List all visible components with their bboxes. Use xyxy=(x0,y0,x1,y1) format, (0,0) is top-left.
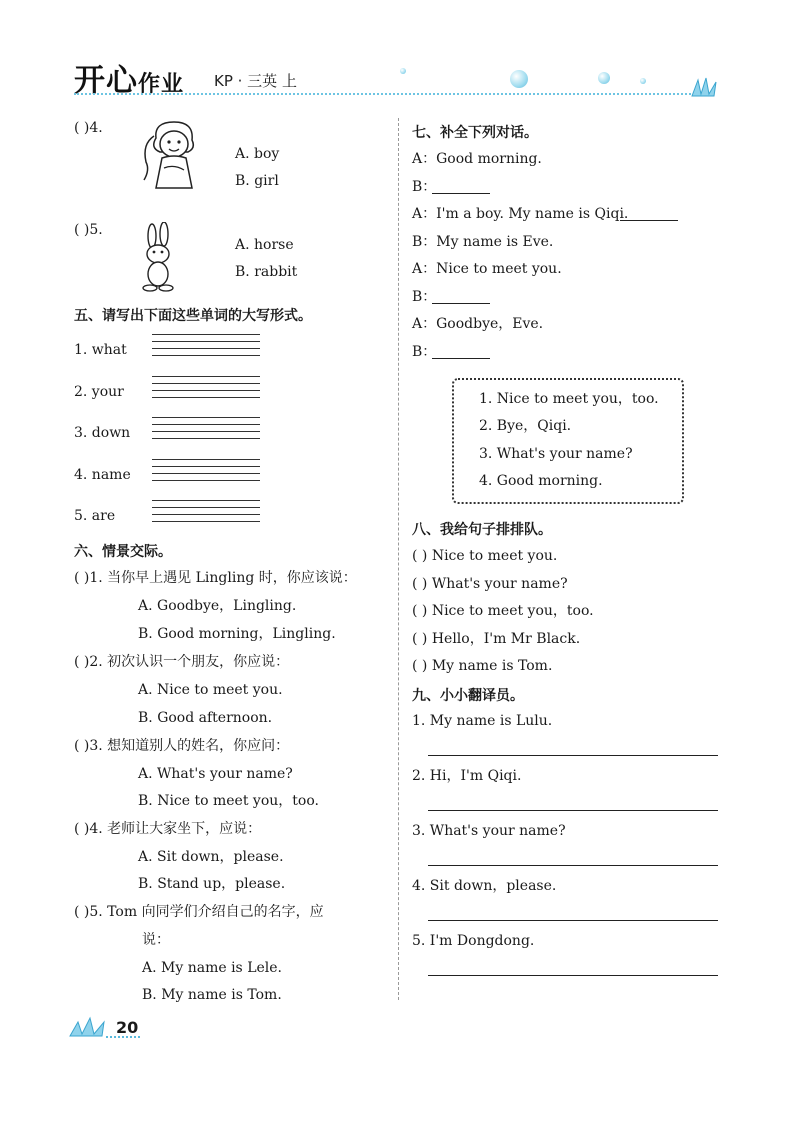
translate-item: 3. What's your name? xyxy=(412,823,566,839)
writing-line xyxy=(152,383,260,384)
answer-paren: ( )5. xyxy=(74,222,103,238)
answer-blank[interactable] xyxy=(432,193,490,194)
writing-line xyxy=(152,376,260,377)
bubble-decoration xyxy=(510,70,528,88)
option-b: B. My name is Tom. xyxy=(142,987,282,1003)
option-b: B. Good morning，Lingling. xyxy=(138,626,336,642)
section-heading: 五、请写出下面这些单词的大写形式。 xyxy=(74,308,312,324)
bubble-decoration xyxy=(400,68,406,74)
word-item: 5. are xyxy=(74,508,116,524)
option-item: 1. Nice to meet you，too. xyxy=(479,391,659,407)
answer-blank[interactable] xyxy=(432,303,490,304)
section-heading: 七、补全下列对话。 xyxy=(412,125,538,141)
grass-icon xyxy=(690,76,724,98)
question-text: ( )4. 老师让大家坐下，应说： xyxy=(74,821,262,837)
writing-line xyxy=(152,390,260,391)
option-b: B. Good afternoon. xyxy=(138,710,273,726)
dialogue-line: A：Goodbye，Eve. xyxy=(412,316,544,332)
writing-line xyxy=(152,480,260,481)
writing-line xyxy=(152,431,260,432)
dialogue-line: B： xyxy=(412,289,437,305)
dialogue-line: A：Nice to meet you. xyxy=(412,261,562,277)
option-item: 3. What's your name? xyxy=(479,446,633,462)
grass-icon xyxy=(68,1016,114,1038)
writing-line xyxy=(152,500,260,501)
answer-blank[interactable] xyxy=(620,220,678,221)
answer-line[interactable] xyxy=(428,810,718,811)
writing-line xyxy=(152,473,260,474)
order-item: ( ) Nice to meet you，too. xyxy=(412,603,594,619)
writing-line xyxy=(152,334,260,335)
writing-line xyxy=(152,417,260,418)
answer-line[interactable] xyxy=(428,975,718,976)
answer-paren: ( )4. xyxy=(74,120,103,136)
word-item: 1. what xyxy=(74,342,127,358)
option-a: A. Sit down，please. xyxy=(138,849,284,865)
option-a: A. Nice to meet you. xyxy=(138,682,283,698)
bubble-decoration xyxy=(640,78,646,84)
word-item: 3. down xyxy=(74,425,131,441)
translate-item: 2. Hi，I'm Qiqi. xyxy=(412,768,522,784)
option-item: 4. Good morning. xyxy=(479,473,603,489)
writing-line xyxy=(152,348,260,349)
page-number: 20 xyxy=(116,1018,139,1037)
option-b: B. rabbit xyxy=(235,264,298,280)
option-b: B. Nice to meet you，too. xyxy=(138,793,319,809)
writing-line xyxy=(152,424,260,425)
word-item: 2. your xyxy=(74,384,124,400)
question-text: ( )2. 初次认识一个朋友，你应说： xyxy=(74,654,290,670)
question-text: 说： xyxy=(142,932,170,948)
section-heading: 九、小小翻译员。 xyxy=(412,688,524,704)
dialogue-line: A：Good morning. xyxy=(412,151,542,167)
question-text: ( )1. 当你早上遇见 Lingling 时，你应该说： xyxy=(74,570,357,586)
translate-item: 1. My name is Lulu. xyxy=(412,713,553,729)
order-item: ( ) Nice to meet you. xyxy=(412,548,558,564)
option-a: A. What's your name? xyxy=(138,766,293,782)
order-item: ( ) Hello，I'm Mr Black. xyxy=(412,631,581,647)
girl-illustration xyxy=(136,118,212,190)
translate-item: 4. Sit down，please. xyxy=(412,878,557,894)
option-b: B. Stand up，please. xyxy=(138,876,286,892)
answer-blank[interactable] xyxy=(432,358,490,359)
writing-line xyxy=(152,355,260,356)
option-a: A. My name is Lele. xyxy=(142,960,282,976)
bubble-decoration xyxy=(598,72,610,84)
word-item: 4. name xyxy=(74,467,131,483)
order-item: ( ) What's your name? xyxy=(412,576,568,592)
writing-line xyxy=(152,521,260,522)
option-a: A. horse xyxy=(235,237,294,253)
writing-line xyxy=(152,507,260,508)
answer-line[interactable] xyxy=(428,755,718,756)
rabbit-illustration xyxy=(136,222,184,294)
writing-line xyxy=(152,466,260,467)
option-item: 2. Bye，Qiqi. xyxy=(479,418,572,434)
writing-line xyxy=(152,341,260,342)
writing-line xyxy=(152,438,260,439)
dialogue-line: B： xyxy=(412,344,437,360)
column-divider xyxy=(398,118,399,1000)
section-heading: 八、我给句子排排队。 xyxy=(412,522,552,538)
answer-line[interactable] xyxy=(428,865,718,866)
answer-line[interactable] xyxy=(428,920,718,921)
header-divider xyxy=(74,93,714,95)
translate-item: 5. I'm Dongdong. xyxy=(412,933,535,949)
option-b: B. girl xyxy=(235,173,279,189)
question-text: ( )3. 想知道别人的姓名，你应问： xyxy=(74,738,290,754)
writing-line xyxy=(152,514,260,515)
option-a: A. Goodbye，Lingling. xyxy=(138,598,297,614)
section-heading: 六、情景交际。 xyxy=(74,544,172,560)
writing-line xyxy=(152,397,260,398)
dialogue-line: B： xyxy=(412,179,437,195)
footer-dots xyxy=(106,1036,140,1038)
page-title: 开心作业 xyxy=(74,63,185,99)
grade-subtitle: KP · 三英 上 xyxy=(214,72,297,90)
option-a: A. boy xyxy=(235,146,280,162)
writing-line xyxy=(152,459,260,460)
question-text: ( )5. Tom 向同学们介绍自己的名字，应 xyxy=(74,904,324,920)
dialogue-line: A：I'm a boy. My name is Qiqi. xyxy=(412,206,629,222)
order-item: ( ) My name is Tom. xyxy=(412,658,553,674)
dialogue-line: B：My name is Eve. xyxy=(412,234,554,250)
